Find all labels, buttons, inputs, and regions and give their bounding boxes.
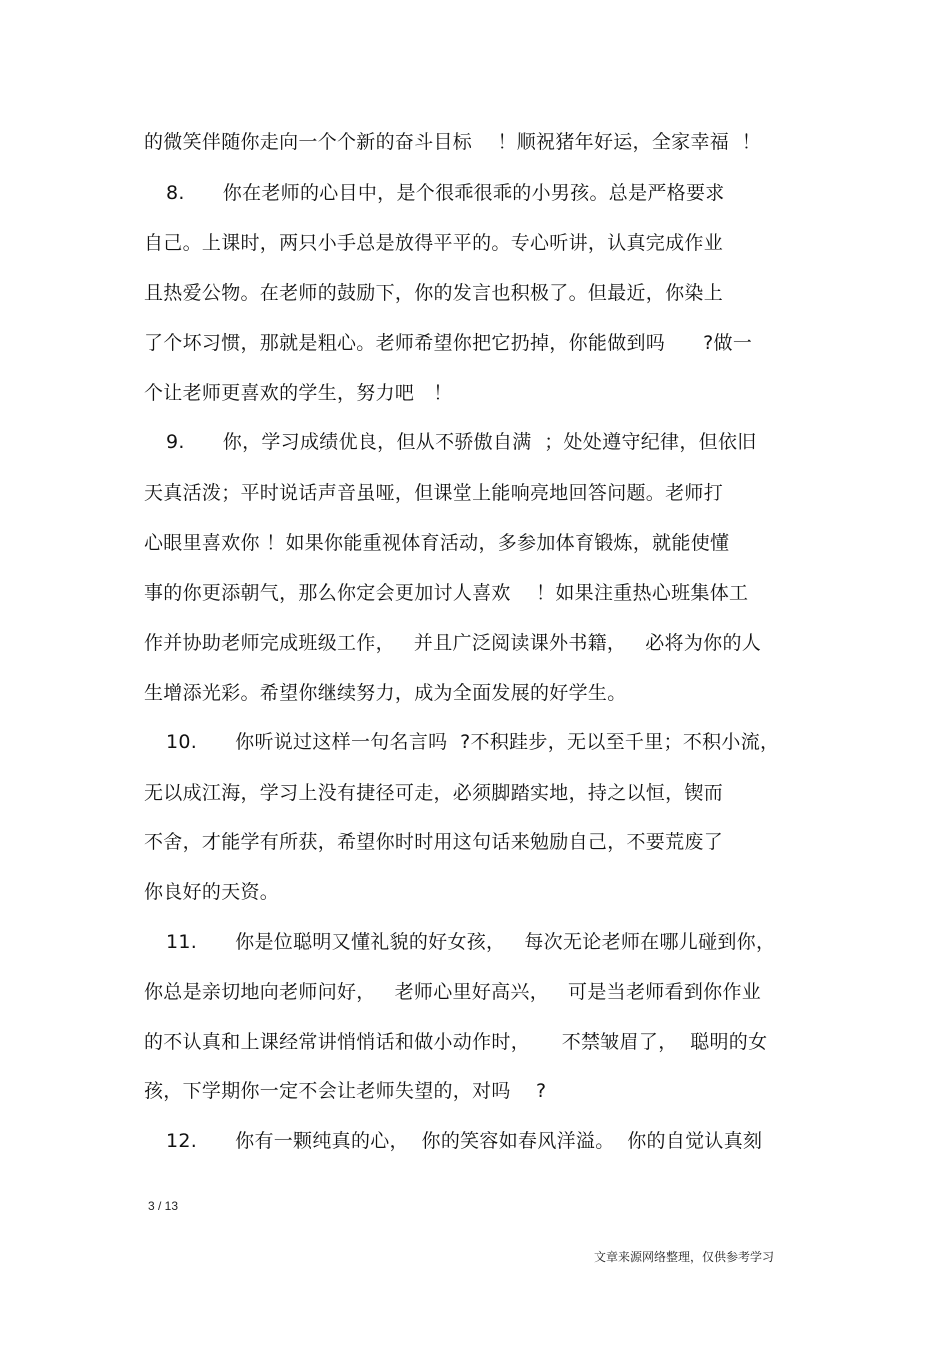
text-line-16: 你良好的天资。: [144, 881, 280, 903]
text-line-2: 8. 你在老师的心目中，是个很乖很乖的小男孩。总是严格要求: [166, 182, 725, 204]
text-line-4: 且热爱公物。在老师的鼓励下，你的发言也积极了。但最近，你染上: [144, 282, 724, 304]
text-line-6: 个让老师更喜欢的学生，努力吧 ！: [144, 382, 453, 404]
text-line-11: 作并协助老师完成班级工作， 并且广泛阅读课外书籍， 必将为你的人: [144, 632, 762, 654]
text-line-19: 的不认真和上课经常讲悄悄话和做小动作时， 不禁皱眉了， 聪明的女: [144, 1031, 768, 1053]
text-line-13: 10. 你听说过这样一句名言吗 ?不积跬步，无以至千里；不积小流，: [166, 731, 780, 753]
text-line-7: 9. 你，学习成绩优良，但从不骄傲自满 ；处处遵守纪律，但依旧: [166, 431, 757, 453]
text-line-18: 你总是亲切地向老师问好， 老师心里好高兴， 可是当老师看到你作业: [144, 981, 762, 1003]
text-line-21: 12. 你有一颗纯真的心， 你的笑容如春风洋溢。 你的自觉认真刻: [166, 1130, 763, 1152]
page-number: 3 / 13: [148, 1199, 179, 1213]
text-line-3: 自己。上课时，两只小手总是放得平平的。专心听讲，认真完成作业: [144, 232, 724, 254]
text-line-14: 无以成江海，学习上没有捷径可走，必须脚踏实地，持之以恒，锲而: [144, 782, 724, 804]
text-line-12: 生增添光彩。希望你继续努力，成为全面发展的好学生。: [144, 682, 627, 704]
text-line-9: 心眼里喜欢你 ！如果你能重视体育活动，多参加体育锻炼，就能使懂: [144, 532, 730, 554]
text-line-20: 孩，下学期你一定不会让老师失望的，对吗 ?: [144, 1080, 547, 1102]
text-line-5: 了个坏习惯，那就是粗心。老师希望你把它扔掉，你能做到吗 ?做一: [144, 332, 753, 354]
text-line-8: 天真活泼；平时说话声音虽哑，但课堂上能响亮地回答问题。老师打: [144, 482, 724, 504]
text-line-1: 的微笑伴随你走向一个个新的奋斗目标 ！顺祝猪年好运，全家幸福 ！: [144, 131, 762, 153]
text-line-17: 11. 你是位聪明又懂礼貌的好女孩， 每次无论老师在哪儿碰到你，: [166, 931, 776, 953]
footer-note: 文章来源网络整理，仅供参考学习: [594, 1250, 775, 1264]
text-line-15: 不舍，才能学有所获，希望你时时用这句话来勉励自己，不要荒废了: [144, 831, 724, 853]
text-line-10: 事的你更添朝气，那么你定会更加讨人喜欢 ！如果注重热心班集体工: [144, 582, 749, 604]
